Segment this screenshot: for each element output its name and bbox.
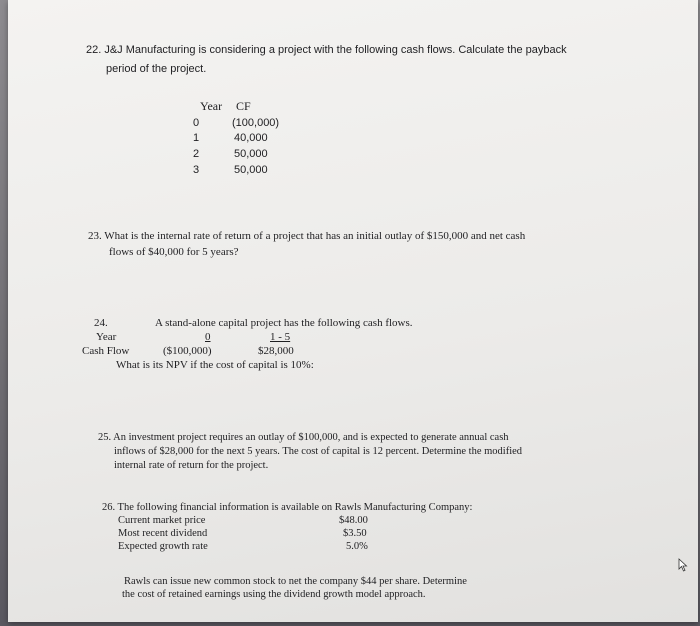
q24-cf-1-5: $28,000 bbox=[258, 345, 294, 357]
document-page bbox=[8, 0, 698, 622]
q24-year-label: Year bbox=[96, 331, 117, 343]
q26-item-value: $3.50 bbox=[343, 528, 367, 539]
q26-item-label: Expected growth rate bbox=[118, 541, 208, 552]
q23-line1: 23. What is the internal rate of return of a project that has an initial outlay of $150,000 and net cash bbox=[88, 230, 526, 242]
q24-year-0: 0 bbox=[205, 331, 211, 343]
q22-row-year: 3 bbox=[193, 164, 200, 176]
q26-item-value: 5.0% bbox=[346, 541, 368, 552]
q22-row-cf: 50,000 bbox=[234, 164, 268, 176]
q26-question-line2: the cost of retained earnings using the dividend growth model approach. bbox=[122, 589, 426, 600]
q26-item-label: Current market price bbox=[118, 515, 206, 526]
q22-line1: 22. J&J Manufacturing is considering a project with the following cash flows. Calculate the payback bbox=[86, 44, 567, 56]
q22-header-cf: CF bbox=[236, 99, 251, 113]
q22-row-cf: 50,000 bbox=[234, 148, 268, 160]
q25-line3: internal rate of return for the project. bbox=[114, 460, 269, 471]
q22-line2: period of the project. bbox=[106, 63, 207, 75]
cursor-icon bbox=[678, 558, 688, 572]
q22-row-year: 2 bbox=[193, 148, 200, 160]
q26-question-line1: Rawls can issue new common stock to net the company $44 per share. Determine bbox=[124, 576, 467, 587]
q26-item-label: Most recent dividend bbox=[118, 528, 208, 539]
q26-item-value: $48.00 bbox=[339, 515, 368, 526]
q24-cf-0: ($100,000) bbox=[163, 345, 212, 357]
q25-line2: inflows of $28,000 for the next 5 years. The cost of capital is 12 percent. Determine the modified bbox=[114, 446, 523, 457]
q22-row-cf: 40,000 bbox=[234, 132, 268, 144]
q26-intro: 26. The following financial information is available on Rawls Manufacturing Company: bbox=[102, 502, 473, 513]
q24-question: What is its NPV if the cost of capital is 10%: bbox=[116, 359, 314, 371]
q22-row-year: 1 bbox=[193, 132, 200, 144]
q22-header-year: Year bbox=[200, 99, 223, 113]
q22-row-year: 0 bbox=[193, 117, 200, 129]
q22-row-cf: (100,000) bbox=[232, 117, 280, 129]
q23-line2: flows of $40,000 for 5 years? bbox=[109, 246, 239, 258]
q25-line1: 25. An investment project requires an outlay of $100,000, and is expected to generate annual cash bbox=[98, 432, 509, 443]
q24-year-1-5: 1 - 5 bbox=[270, 331, 291, 343]
q24-cash-flow-label: Cash Flow bbox=[82, 345, 130, 357]
q24-number: 24. bbox=[94, 317, 108, 329]
q24-intro: A stand-alone capital project has the following cash flows. bbox=[155, 317, 413, 329]
